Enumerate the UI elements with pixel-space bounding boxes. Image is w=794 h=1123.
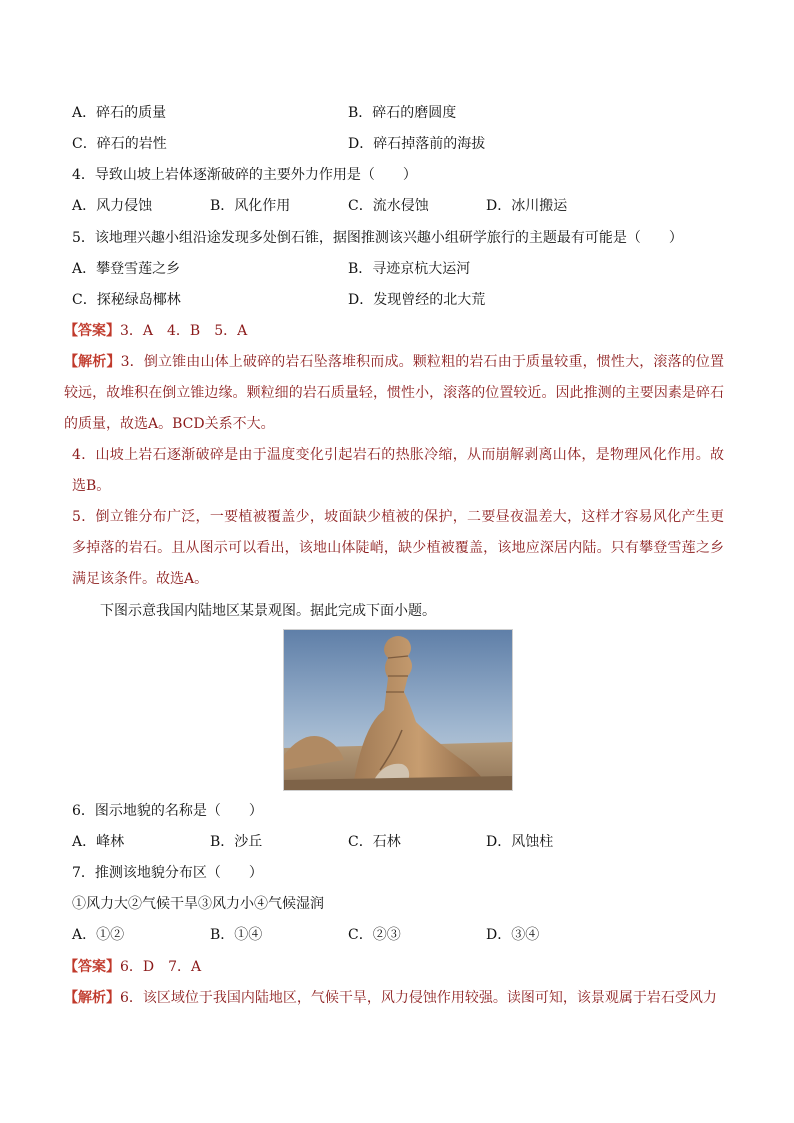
q7-option-d: D．③④ — [486, 927, 540, 943]
q6-option-a: A．峰林 — [72, 834, 125, 850]
answer-text: 3．A 4．B 5．A — [120, 323, 248, 339]
q5-option-a: A．攀登雪莲之乡 — [72, 261, 181, 277]
landscape-photo — [283, 629, 513, 791]
analysis-paragraph-5: 5．倒立锥分布广泛，一要植被覆盖少，坡面缺少植被的保护，二要昼夜温差大，这样才容易风化产生更多掉落的岩石。且从图示可以看出，该地山体陡峭，缺少植被覆盖，该地应深居内陆。只有攀登雪莲之乡满足该条件。故选A。 — [72, 509, 724, 587]
q4-stem: 4．导致山坡上岩体逐渐破碎的主要外力作用是（ ） — [72, 167, 417, 183]
q5-option-d: D．发现曾经的北大荒 — [348, 292, 486, 308]
analysis-paragraph-4: 4．山坡上岩石逐渐破碎是由于温度变化引起岩石的热胀冷缩，从而崩解剥离山体，是物理风化作用。故选B。 — [72, 447, 724, 494]
q5-option-b: B．寻迹京杭大运河 — [348, 261, 471, 277]
analysis-tag-2: 【解析】 — [64, 990, 120, 1006]
q4-option-d: D．冰川搬运 — [486, 198, 568, 214]
answer-block-1 — [64, 321, 247, 341]
q7-stem: 7．推测该地貌分布区（ ） — [72, 865, 263, 881]
q7-conditions: ①风力大②气候干旱③风力小④气候湿润 — [72, 896, 324, 912]
answer-tag-2: 【答案】 — [64, 959, 120, 975]
q7-option-b: B．①④ — [210, 927, 263, 943]
q6-stem: 6．图示地貌的名称是（ ） — [72, 803, 263, 819]
q6-option-b: B．沙丘 — [210, 834, 263, 850]
answer-block-2 — [64, 957, 201, 977]
intro-text: 下图示意我国内陆地区某景观图。据此完成下面小题。 — [100, 603, 436, 619]
answer-tag: 【答案】 — [64, 323, 120, 339]
analysis-paragraph-3 — [64, 347, 724, 440]
q3-option-a: A．碎石的质量 — [72, 105, 167, 121]
analysis-block-2 — [64, 988, 717, 1008]
q5-option-c: C．探秘绿岛椰林 — [72, 292, 181, 308]
q3-option-d: D．碎石掉落前的海拔 — [348, 136, 486, 152]
analysis-tag: 【解析】 — [64, 354, 121, 370]
answer-text-2: 6．D 7．A — [120, 959, 202, 975]
q3-option-c: C．碎石的岩性 — [72, 136, 167, 152]
q6-option-d: D．风蚀柱 — [486, 834, 554, 850]
q6-option-c: C．石林 — [348, 834, 401, 850]
analysis-block-1 — [64, 347, 724, 595]
q4-option-a: A．风力侵蚀 — [72, 198, 153, 214]
q4-option-b: B．风化作用 — [210, 198, 291, 214]
q7-option-c: C．②③ — [348, 927, 401, 943]
q4-option-c: C．流水侵蚀 — [348, 198, 429, 214]
analysis-text-3: 3．倒立锥由山体上破碎的岩石坠落堆积而成。颗粒粗的岩石由于质量较重，惯性大，滚落的位置较远，故堆积在倒立锥边缘。颗粒细的岩石质量轻，惯性小，滚落的位置较近。因此推测的主要因素是碎石的质量，故选A。BCD关系不大。 — [64, 354, 725, 432]
q3-option-b: B．碎石的磨圆度 — [348, 105, 457, 121]
q7-option-a: A．①② — [72, 927, 125, 943]
q5-stem: 5．该地理兴趣小组沿途发现多处倒石锥，据图推测该兴趣小组研学旅行的主题最有可能是（ ） — [72, 230, 683, 246]
analysis-text-6: 6．该区域位于我国内陆地区，气候干旱，风力侵蚀作用较强。读图可知，该景观属于岩石受风力 — [120, 990, 717, 1006]
